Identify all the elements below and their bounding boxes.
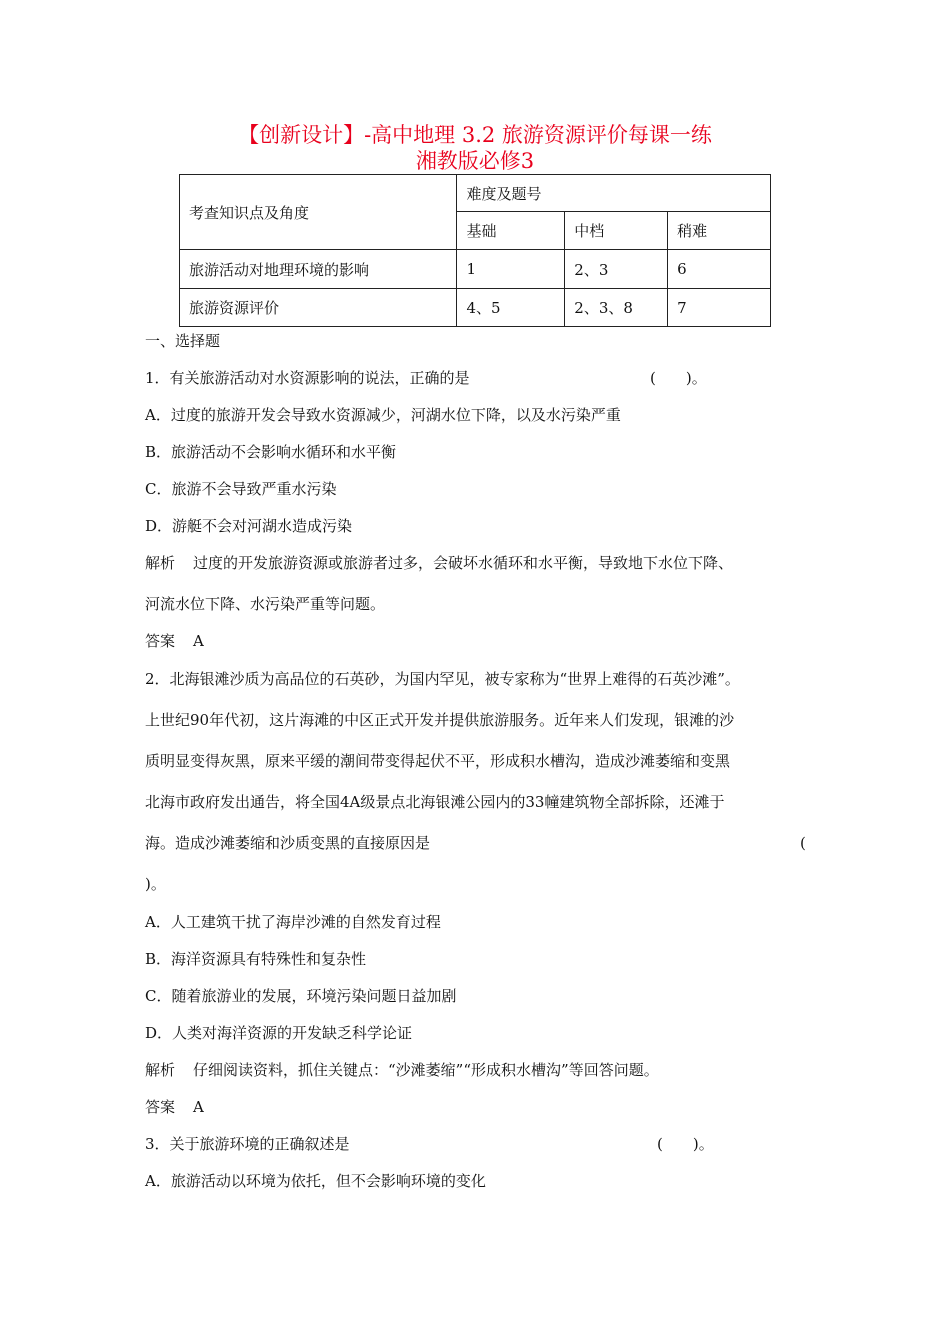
table-header-topic: 考查知识点及角度 — [180, 175, 457, 250]
question-2-stem-line2: 上世纪90年代初，这片海滩的中区正式开发并提供旅游服务。近年来人们发现，银滩的沙 — [145, 711, 735, 729]
table-cell-topic: 旅游活动对地理环境的影响 — [180, 250, 457, 289]
answer-value: A — [193, 1098, 204, 1116]
question-2-answer — [145, 1097, 204, 1117]
knowledge-difficulty-table — [179, 174, 771, 327]
table-cell-hard: 6 — [668, 250, 771, 289]
question-1-answer — [145, 631, 204, 651]
question-2-stem-line4: 北海市政府发出通告，将全国4A级景点北海银滩公园内的33幢建筑物全部拆除，还滩于 — [145, 793, 725, 811]
table-cell-mid: 2、3 — [565, 250, 668, 289]
question-3-stem: 3．关于旅游环境的正确叙述是 — [145, 1135, 350, 1153]
question-1-analysis-cont: 河流水位下降、水污染严重等问题。 — [145, 595, 386, 613]
analysis-text-line1: 过度的开发旅游资源或旅游者过多，会破坏水循环和水平衡，导致地下水位下降、 — [193, 554, 734, 572]
table-header-mid: 中档 — [565, 212, 668, 250]
question-2-paren-close: )。 — [145, 875, 166, 893]
question-1-analysis — [145, 553, 733, 573]
question-3-option-a: A．旅游活动以环境为依托，但不会影响环境的变化 — [145, 1172, 486, 1190]
table-cell-hard: 7 — [668, 289, 771, 327]
analysis-label: 解析 — [145, 1061, 176, 1079]
question-1-answer-blank: ( )。 — [650, 369, 707, 387]
question-1-option-b: B．旅游活动不会影响水循环和水平衡 — [145, 443, 397, 461]
table-header-basic: 基础 — [457, 212, 565, 250]
document-title-line2: 湘教版必修3 — [415, 149, 535, 173]
question-2-option-b: B．海洋资源具有特殊性和复杂性 — [145, 950, 367, 968]
answer-label: 答案 — [145, 1098, 176, 1116]
table-row — [180, 289, 771, 327]
table-header-difficulty: 难度及题号 — [457, 175, 771, 212]
table-cell-mid: 2、3、8 — [565, 289, 668, 327]
analysis-label: 解析 — [145, 554, 176, 572]
question-2-option-d: D．人类对海洋资源的开发缺乏科学论证 — [145, 1024, 413, 1042]
question-2-option-a: A．人工建筑干扰了海岸沙滩的自然发育过程 — [145, 913, 441, 931]
section-heading: 一、选择题 — [145, 332, 221, 350]
question-2-stem-line3: 质明显变得灰黑，原来平缓的潮间带变得起伏不平，形成积水槽沟，造成沙滩萎缩和变黑 — [145, 752, 731, 770]
question-1-option-c: C．旅游不会导致严重水污染 — [145, 480, 337, 498]
question-1-option-a: A．过度的旅游开发会导致水资源减少，河湖水位下降，以及水污染严重 — [145, 406, 621, 424]
answer-value: A — [193, 632, 204, 650]
question-3-answer-blank: ( )。 — [657, 1135, 714, 1153]
question-2-analysis — [145, 1060, 659, 1080]
question-1-option-d: D．游艇不会对河湖水造成污染 — [145, 517, 353, 535]
question-2-paren-open: ( — [800, 834, 806, 852]
table-row — [180, 250, 771, 289]
document-title-line1: 【创新设计】-高中地理 3.2 旅游资源评价每课一练 — [238, 123, 712, 147]
analysis-text: 仔细阅读资料，抓住关键点：“沙滩萎缩”“形成积水槽沟”等回答问题。 — [193, 1061, 659, 1079]
question-2-stem-line1: 2．北海银滩沙质为高品位的石英砂，为国内罕见，被专家称为“世界上难得的石英沙滩”。 — [145, 670, 740, 688]
question-2-option-c: C．随着旅游业的发展，环境污染问题日益加剧 — [145, 987, 457, 1005]
table-header-hard: 稍难 — [668, 212, 771, 250]
answer-label: 答案 — [145, 632, 176, 650]
question-1-stem: 1．有关旅游活动对水资源影响的说法，正确的是 — [145, 369, 470, 387]
table-cell-basic: 4、5 — [457, 289, 565, 327]
table-cell-topic: 旅游资源评价 — [180, 289, 457, 327]
table-cell-basic: 1 — [457, 250, 565, 289]
question-2-stem-line5: 海。造成沙滩萎缩和沙质变黑的直接原因是 — [145, 834, 431, 852]
